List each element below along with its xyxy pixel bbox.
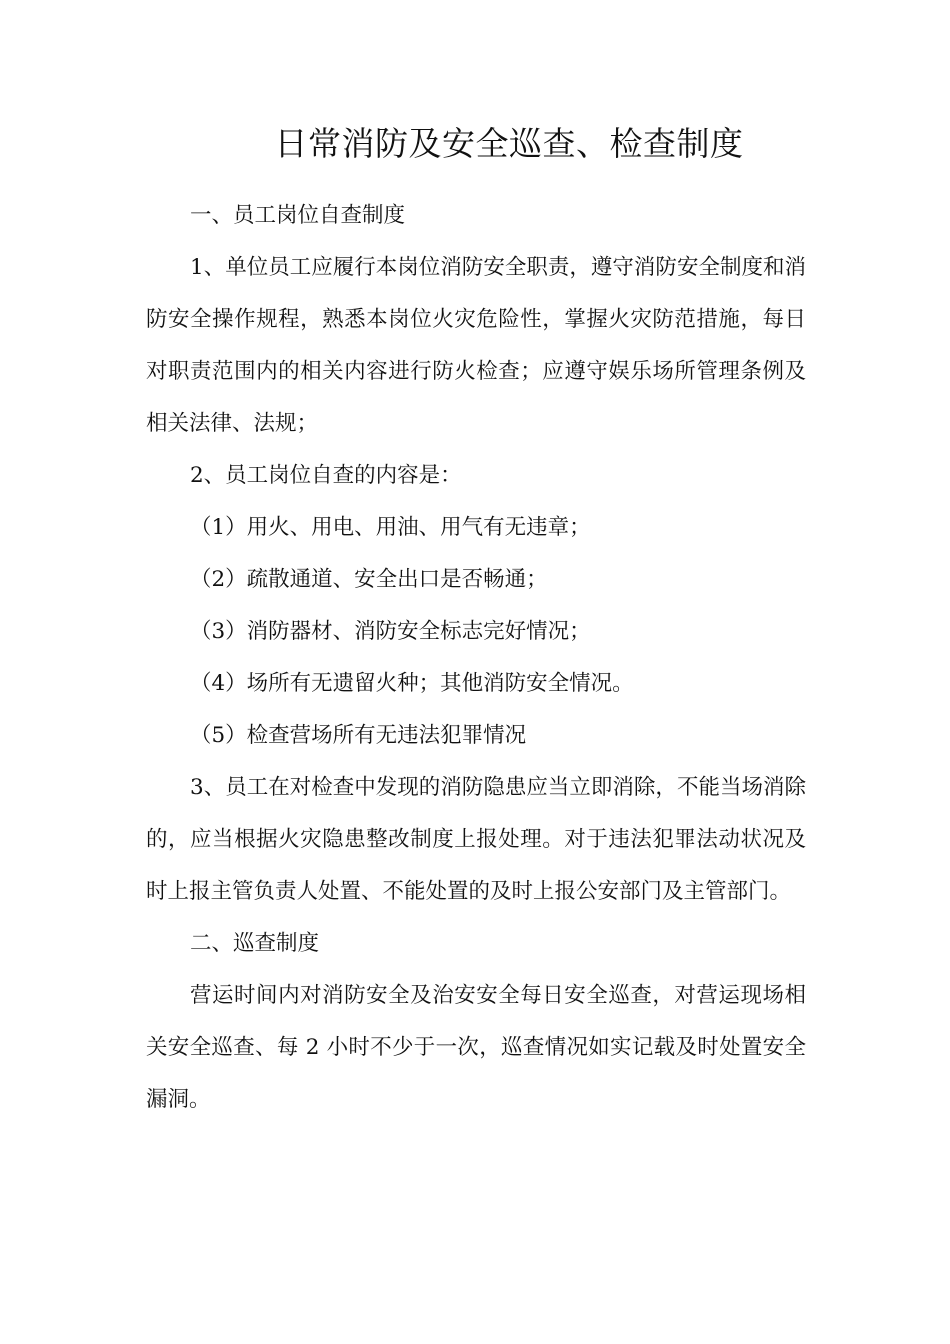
paragraph-3: 3、员工在对检查中发现的消防隐患应当立即消除，不能当场消除的，应当根据火灾隐患整改制度上报处理。对于违法犯罪法动状况及时上报主管负责人处置、不能处置的及时上报公安部门及主管部门。: [146, 775, 806, 904]
list-item: （5）检查营场所有无违法犯罪情况: [190, 723, 527, 748]
section-heading-1: 一、员工岗位自查制度: [190, 203, 406, 228]
list-item: （4）场所有无遗留火种；其他消防安全情况。: [190, 671, 634, 696]
list-item: （1）用火、用电、用油、用气有无违章；: [190, 515, 591, 540]
document-title: 日常消防及安全巡查、检查制度: [274, 124, 744, 163]
paragraph-1: 1、单位员工应履行本岗位消防安全职责，遵守消防安全制度和消防安全操作规程，熟悉本岗位火灾危险性，掌握火灾防范措施，每日对职责范围内的相关内容进行防火检查；应遵守娱乐场所管理条例及相关法律、法规；: [146, 255, 806, 436]
paragraph-4: 营运时间内对消防安全及治安安全每日安全巡查，对营运现场相关安全巡查、每 2 小时不少于一次，巡查情况如实记载及时处置安全漏洞。: [146, 983, 806, 1112]
list-item: （3）消防器材、消防安全标志完好情况；: [190, 619, 591, 644]
paragraph-2: 2、员工岗位自查的内容是：: [190, 463, 462, 488]
document-body: [146, 190, 806, 1126]
list-item: （2）疏散通道、安全出口是否畅通；: [190, 567, 548, 592]
section-heading-2: 二、巡查制度: [190, 931, 320, 956]
